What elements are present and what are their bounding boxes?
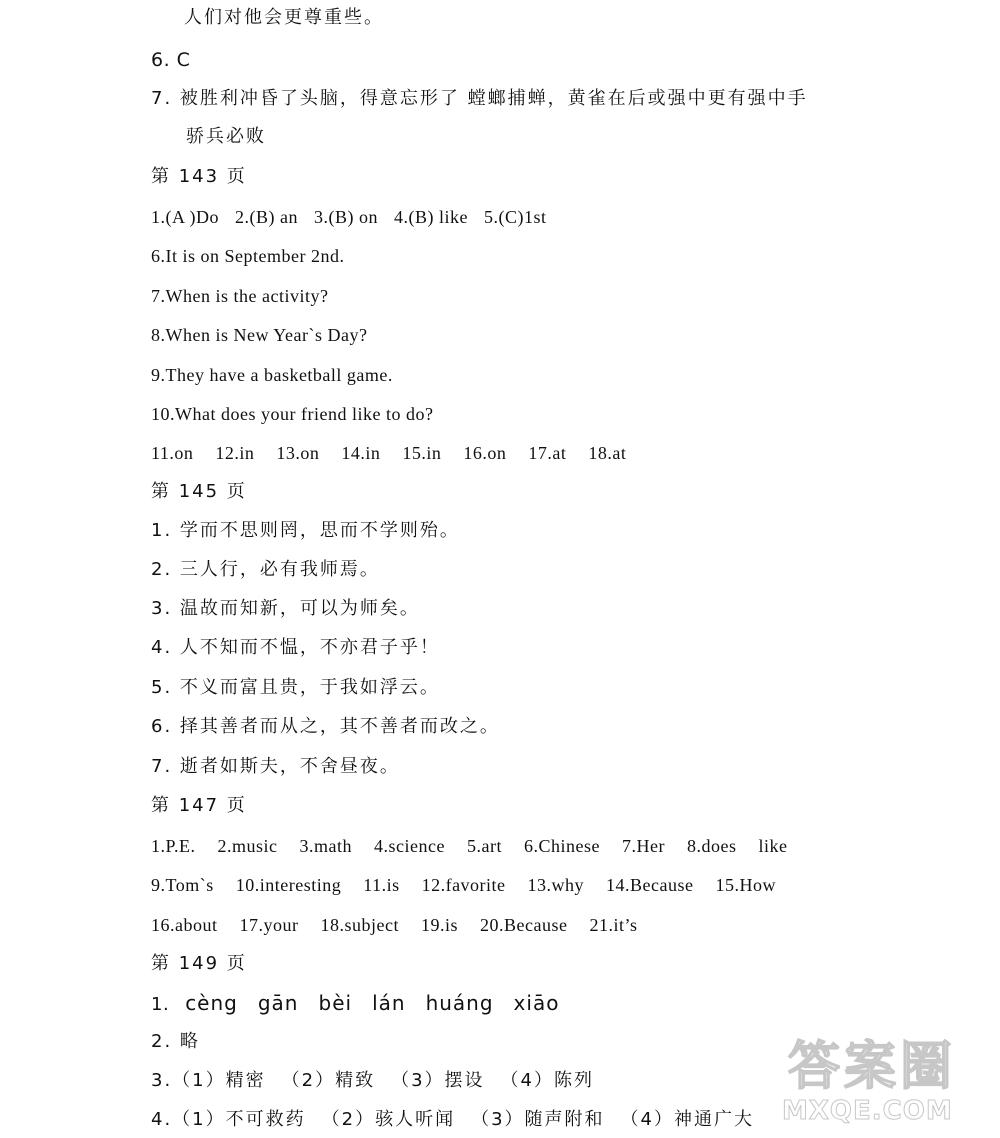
answer-item: 2.(B) an bbox=[235, 207, 298, 227]
answer-line: 2. 三人行，必有我师焉。 bbox=[151, 559, 380, 580]
answer-item: 9.Tom`s bbox=[151, 875, 214, 895]
answer-item: 15.in bbox=[402, 443, 442, 463]
text-line: 人们对他会更尊重些。 bbox=[184, 7, 384, 28]
answer-item: 17.your bbox=[239, 915, 299, 935]
answer-item: 3.(B) on bbox=[313, 207, 378, 227]
answer-item: 8.does bbox=[686, 836, 737, 856]
pinyin-item: huáng bbox=[425, 991, 494, 1015]
answer-item: 18.subject bbox=[320, 915, 399, 935]
answer-item: 4.（1）不可救药 bbox=[151, 1109, 306, 1130]
answer-line: 3. 温故而知新，可以为师矣。 bbox=[151, 598, 420, 619]
answer-item: 14.Because bbox=[606, 875, 694, 895]
answer-item: 16.on bbox=[463, 443, 507, 463]
answer-row bbox=[151, 205, 562, 229]
answer-item: 16.about bbox=[151, 915, 218, 935]
answer-item: 13.on bbox=[276, 443, 320, 463]
answer-item: 15.How bbox=[715, 875, 777, 895]
answer-item: 1.P.E. bbox=[151, 836, 196, 856]
answer-line: 5. 不义而富且贵，于我如浮云。 bbox=[151, 677, 440, 698]
pinyin-item: lán bbox=[372, 991, 406, 1015]
text-line: 骄兵必败 bbox=[186, 126, 266, 147]
page-heading-147: 第 147 页 bbox=[151, 795, 247, 816]
answer-item: 14.in bbox=[341, 443, 381, 463]
answer-item: 20.Because bbox=[480, 915, 568, 935]
answer-item: 12.in bbox=[215, 443, 255, 463]
answer-item: 2.music bbox=[217, 836, 278, 856]
pinyin-item: cèng bbox=[185, 991, 238, 1015]
answer-row bbox=[151, 913, 654, 937]
answer-line: 1. 学而不思则罔，思而不学则殆。 bbox=[151, 520, 460, 541]
answer-line: 7. 被胜利冲昏了头脑，得意忘形了 螳螂捕蝉，黄雀在后或强中更有强中手 bbox=[151, 88, 808, 109]
answer-line: 6.It is on September 2nd. bbox=[151, 246, 345, 266]
answer-line: 7. 逝者如斯夫，不舍昼夜。 bbox=[151, 756, 400, 777]
answer-line: 10.What does your friend like to do? bbox=[151, 404, 434, 424]
page-heading-145: 第 145 页 bbox=[151, 481, 247, 502]
answer-item: （4）神通广大 bbox=[620, 1109, 754, 1130]
answer-item: 10.interesting bbox=[235, 875, 342, 895]
answer-item: 13.why bbox=[527, 875, 585, 895]
answer-item: 12.favorite bbox=[421, 875, 506, 895]
answer-row bbox=[151, 873, 792, 897]
answer-item: 6.Chinese bbox=[523, 836, 600, 856]
answer-item: 4.(B) like bbox=[393, 207, 468, 227]
answer-item: 3.math bbox=[299, 836, 353, 856]
answer-row bbox=[151, 834, 803, 858]
pinyin-row bbox=[151, 991, 579, 1017]
watermark-url: MXQE.COM bbox=[782, 1096, 953, 1126]
answer-item: （2）精致 bbox=[281, 1070, 376, 1091]
answer-line: 7.When is the activity? bbox=[151, 286, 329, 306]
answer-item: 11.is bbox=[363, 875, 400, 895]
answer-item: （3）摆设 bbox=[391, 1070, 485, 1091]
page-heading-149: 第 149 页 bbox=[151, 953, 247, 974]
answer-item: 4.science bbox=[374, 836, 445, 856]
answer-row bbox=[151, 441, 648, 465]
watermark bbox=[782, 1024, 982, 1134]
answer-item: （3）随声附和 bbox=[471, 1109, 605, 1130]
answer-item: 19.is bbox=[421, 915, 459, 935]
answer-item: 5.art bbox=[466, 836, 502, 856]
pinyin-item: xiāo bbox=[513, 991, 560, 1015]
answer-row bbox=[151, 1069, 610, 1093]
pinyin-item: bèi bbox=[318, 991, 353, 1015]
answer-item: 21.it’s bbox=[589, 915, 638, 935]
answer-item: 18.at bbox=[588, 443, 627, 463]
answer-item: 5.(C)1st bbox=[483, 207, 547, 227]
page-heading-143: 第 143 页 bbox=[151, 166, 247, 187]
answer-line: 2. 略 bbox=[151, 1031, 200, 1052]
answer-item: 3.（1）精密 bbox=[151, 1070, 266, 1091]
answer-line: 9.They have a basketball game. bbox=[151, 365, 393, 385]
answer-row bbox=[151, 1108, 770, 1132]
answer-item: 7.Her bbox=[621, 836, 665, 856]
answer-line: 6. C bbox=[151, 49, 191, 71]
answer-item: （2）骇人听闻 bbox=[321, 1109, 456, 1130]
answer-line: 4. 人不知而不愠，不亦君子乎！ bbox=[151, 637, 440, 658]
watermark-logo-text: 答案圈 bbox=[788, 1037, 957, 1097]
answer-item: 11.on bbox=[151, 443, 194, 463]
answer-item: （4）陈列 bbox=[500, 1070, 594, 1091]
pinyin-item: gān bbox=[257, 991, 299, 1015]
answer-item: 1.(A )Do bbox=[151, 207, 219, 227]
answer-number: 1. bbox=[151, 994, 170, 1015]
answer-item: like bbox=[758, 836, 788, 856]
answer-item: 17.at bbox=[528, 443, 567, 463]
answer-line: 6. 择其善者而从之，其不善者而改之。 bbox=[151, 716, 500, 737]
answer-line: 8.When is New Year`s Day? bbox=[151, 325, 368, 345]
